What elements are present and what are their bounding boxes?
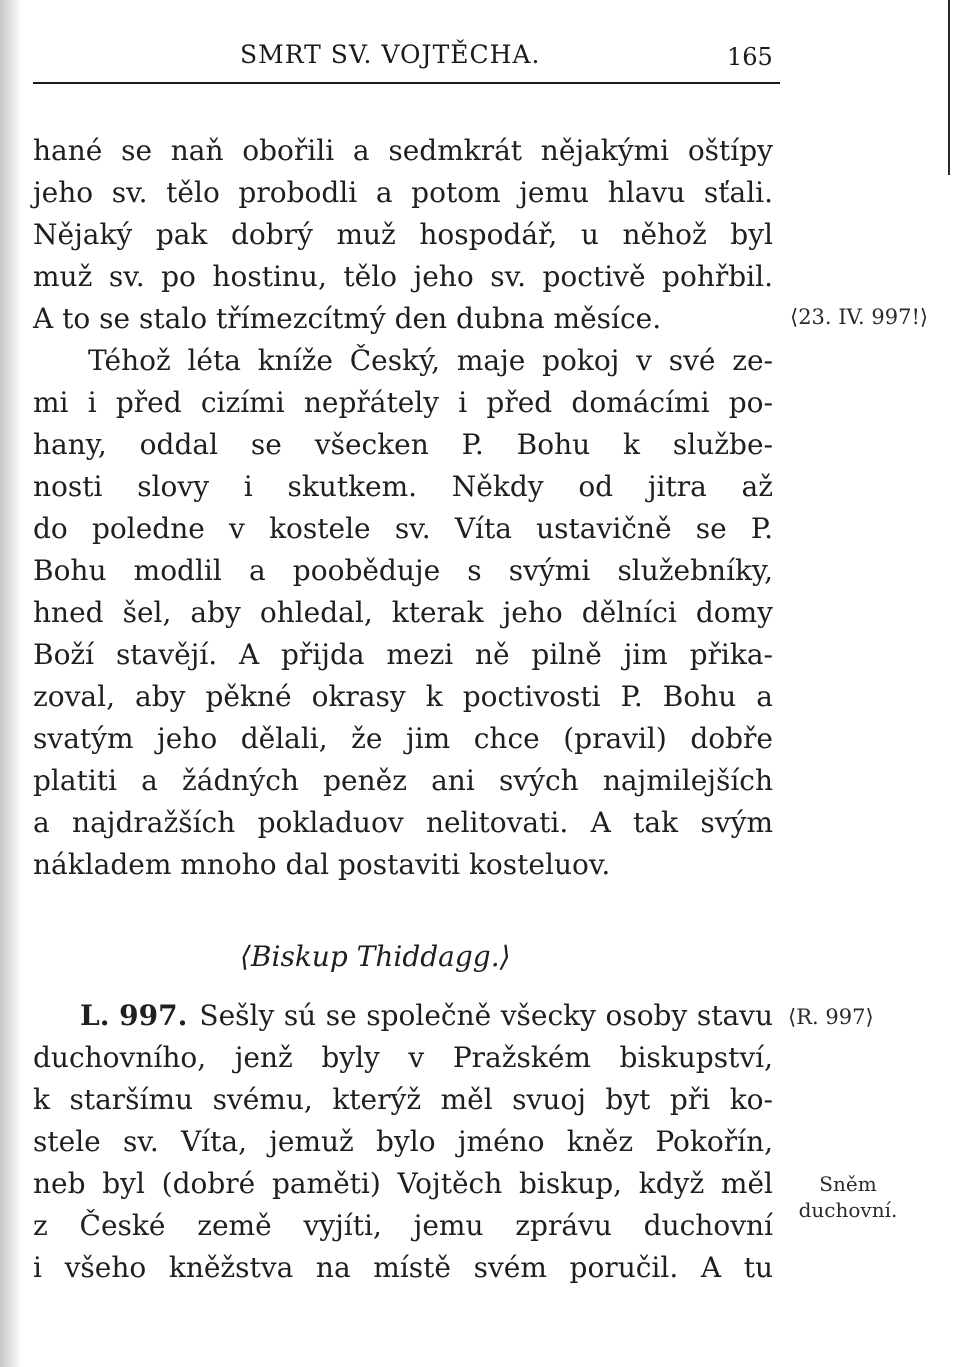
text-line: do poledne v kostele sv. Víta ustavičně se P.	[33, 512, 773, 545]
text-line: nákladem mnoho dal postaviti kosteluov.	[33, 848, 611, 881]
margin-topic-note-line1: Sněm	[819, 1172, 877, 1196]
text-line: A to se stalo třímezcítmý den dubna měsíce.	[33, 302, 662, 335]
text-line: stele sv. Víta, jemuž bylo jméno kněz Pokořín,	[33, 1125, 773, 1158]
page-gutter-shadow	[0, 0, 22, 1367]
page-number: 165	[727, 43, 773, 71]
text-line: Bohu modlil a pooběduje s svými služebníky,	[33, 554, 773, 587]
text-line: Téhož léta kníže Český, maje pokoj v své ze-	[88, 344, 773, 377]
page-edge-line	[948, 0, 950, 175]
text-line: Nějaký pak dobrý muž hospodář, u něhož byl	[33, 218, 773, 251]
text-line: a najdražších pokladuov nelitovati. A tak svým	[33, 806, 773, 839]
text-line: z České země vyjíti, jemu zprávu duchovní	[33, 1209, 773, 1242]
text-line: k staršímu svému, kterýž měl svuoj byt při ko-	[33, 1083, 773, 1116]
text-line: svatým jeho dělali, že jim chce (pravil) dobře	[33, 722, 773, 755]
margin-topic-note-line2: duchovní.	[798, 1198, 898, 1222]
text-line: Sešly sú se společně všecky osoby stavu	[199, 999, 773, 1032]
text-line: muž sv. po hostinu, tělo jeho sv. poctivě pohřbil.	[33, 260, 773, 293]
text-line: mi i před cizími nepřátely i před domácími po-	[33, 386, 773, 419]
text-line: nosti slovy i skutkem. Někdy od jitra až	[33, 470, 773, 503]
text-line: platiti a žádných peněz ani svých najmilejších	[33, 764, 773, 797]
text-line-lead	[80, 997, 773, 1035]
text-line: jeho sv. tělo probodli a potom jemu hlavu sťali.	[33, 176, 773, 209]
margin-date-note: ⟨23. IV. 997!⟩	[790, 305, 929, 329]
text-line: duchovního, jenž byly v Pražském biskupství,	[33, 1041, 773, 1074]
text-line: Boží stavějí. A přijda mezi ně pilně jim přika-	[33, 638, 773, 671]
running-title: SMRT SV. VOJTĚCHA.	[240, 40, 541, 69]
text-line: hany, oddal se všecken P. Bohu k službe-	[33, 428, 773, 461]
text-line: zoval, aby pěkné okrasy k poctivosti P. Bohu a	[33, 680, 773, 713]
header-rule	[33, 82, 780, 84]
text-line: hané se naň obořili a sedmkrát nějakými oštípy	[33, 134, 773, 167]
text-line: hned šel, aby ohledal, kterak jeho dělníci domy	[33, 596, 773, 629]
margin-year-note: ⟨R. 997⟩	[788, 1005, 874, 1029]
text-line: i všeho kněžstva na místě svém poručil. A tu	[33, 1251, 773, 1284]
section-heading: ⟨Biskup Thiddagg.⟩	[240, 940, 511, 973]
entry-year-label: L. 997.	[80, 999, 188, 1032]
text-line: neb byl (dobré paměti) Vojtěch biskup, když měl	[33, 1167, 773, 1200]
